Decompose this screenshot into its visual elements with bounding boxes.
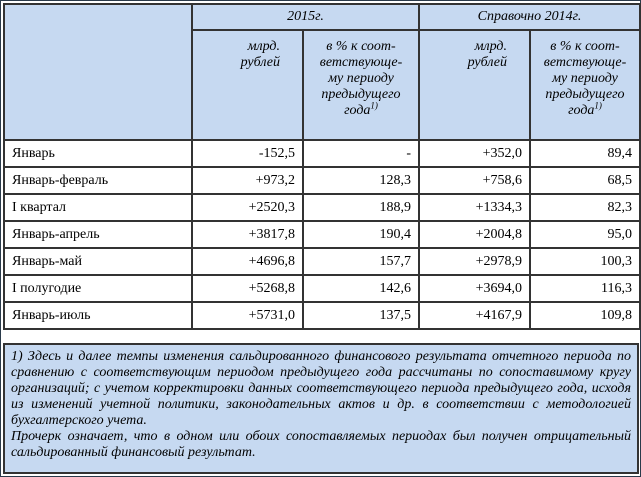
value-2014-cell: +352,0 (419, 140, 530, 167)
percent-2015-cell: 142,6 (303, 275, 419, 302)
percent-2014-cell: 68,5 (530, 167, 640, 194)
period-cell: Январь (4, 140, 192, 167)
percent-2014-cell: 89,4 (530, 140, 640, 167)
col-abs-2014-header: млрд. рублей (419, 30, 530, 140)
footnote-methodology: 1) Здесь и далее темпы изменения сальдированного финансового результата отчетного периода по сравнению с соответствующим периодом предыдущего года рассчитаны по сопоставимому кругу организаций; с учетом корректировки данных соответствующего периода предыдущего года, исходя из изменений учетной политики, законодательных актов и др. в соответствии с методологией бухгалтерского учета. (11, 349, 631, 428)
value-2015-cell: +5268,8 (192, 275, 303, 302)
table-row (4, 194, 640, 221)
percent-2014-cell: 109,8 (530, 302, 640, 329)
percent-2014-cell: 100,3 (530, 248, 640, 275)
col-pct-2014-header: в % к соот- ветствующе- му периоду предыдущего года$^{1)}$ (530, 30, 640, 140)
period-header-cell (4, 4, 192, 140)
value-2014-cell: +4167,9 (419, 302, 530, 329)
footnote-marker: 1) (370, 100, 378, 111)
percent-2015-cell: 128,3 (303, 167, 419, 194)
value-2014-cell: +758,6 (419, 167, 530, 194)
footnote-dash-explanation: Прочерк означает, что в одном или обоих сопоставляемых периодах был получен отрицательный сальдированный финансовый результат. (11, 429, 631, 460)
value-2014-cell: +1334,3 (419, 194, 530, 221)
period-cell: Январь-май (4, 248, 192, 275)
percent-2014-cell: 95,0 (530, 221, 640, 248)
value-2015-cell: +5731,0 (192, 302, 303, 329)
value-2014-cell: +3694,0 (419, 275, 530, 302)
table-row (4, 275, 640, 302)
table-row (4, 248, 640, 275)
value-2015-cell: -152,5 (192, 140, 303, 167)
financial-results-table (3, 3, 641, 330)
percent-2015-cell: 157,7 (303, 248, 419, 275)
percent-2015-cell: - (303, 140, 419, 167)
period-cell: I квартал (4, 194, 192, 221)
value-2015-cell: +4696,8 (192, 248, 303, 275)
period-cell: Январь-февраль (4, 167, 192, 194)
value-2015-cell: +973,2 (192, 167, 303, 194)
percent-2014-cell: 82,3 (530, 194, 640, 221)
footnote-box (3, 343, 639, 474)
year-2015-header: 2015г. (192, 4, 419, 30)
table-row (4, 221, 640, 248)
footnote-marker: 1) (594, 100, 602, 111)
percent-2015-cell: 137,5 (303, 302, 419, 329)
period-cell: I полугодие (4, 275, 192, 302)
table-row (4, 140, 640, 167)
percent-2015-cell: 190,4 (303, 221, 419, 248)
period-cell: Январь-июль (4, 302, 192, 329)
table-row (4, 167, 640, 194)
year-2014-header: Справочно 2014г. (419, 4, 640, 30)
col-pct-2015-header: в % к соот- ветствующе- му периоду предыдущего года$^{1)}$ (303, 30, 419, 140)
period-cell: Январь-апрель (4, 221, 192, 248)
value-2015-cell: +3817,8 (192, 221, 303, 248)
value-2014-cell: +2004,8 (419, 221, 530, 248)
percent-2015-cell: 188,9 (303, 194, 419, 221)
value-2015-cell: +2520,3 (192, 194, 303, 221)
percent-2014-cell: 116,3 (530, 275, 640, 302)
table-row (4, 302, 640, 329)
col-abs-2015-header: млрд. рублей (192, 30, 303, 140)
value-2014-cell: +2978,9 (419, 248, 530, 275)
